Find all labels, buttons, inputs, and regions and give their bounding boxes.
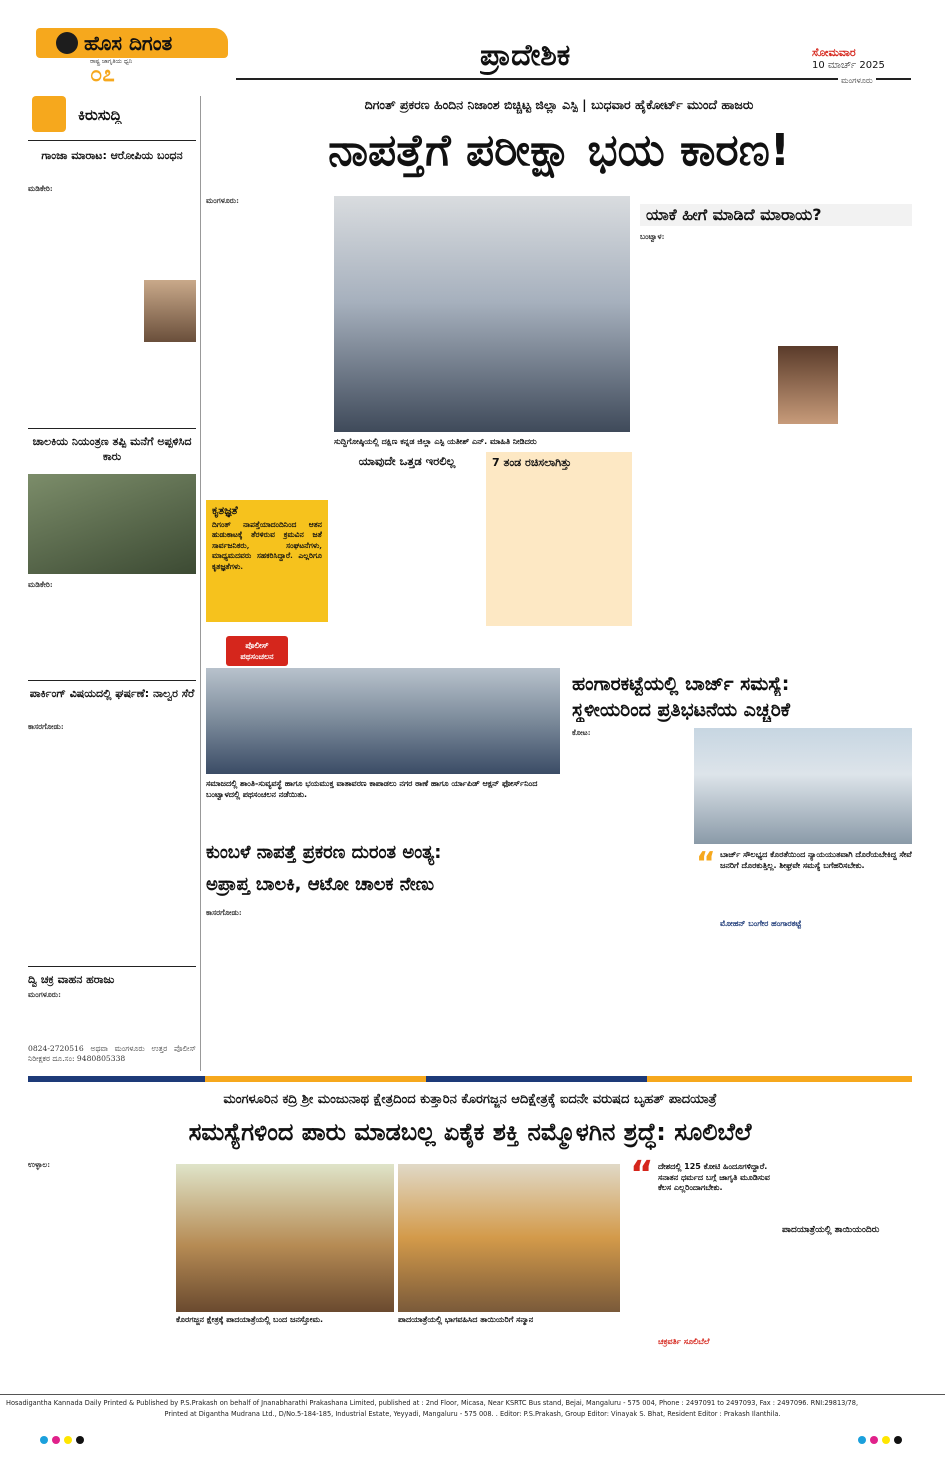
box1-text — [334, 470, 480, 626]
brief-dateline-1: ಮಡಿಕೇರಿ: — [28, 184, 53, 193]
yatra-col-8 — [782, 1240, 912, 1388]
kumble-col-3 — [450, 908, 566, 1070]
masthead — [0, 0, 945, 88]
box2-text — [492, 472, 626, 622]
barge-photo — [694, 728, 912, 844]
yatra-col-3 — [290, 1330, 398, 1388]
brief-phone: 0824-2720516 ಅಥವಾ ಮಂಗಳೂರು ಉತ್ತರ ಪೊಲೀಸ್ ನಿರೀಕ್ಷಕರ ದೂ.ಸಂ: 9480805338 — [28, 1044, 196, 1064]
color-dot-black — [76, 1436, 84, 1444]
yatra-col-6 — [630, 1354, 776, 1388]
divider — [28, 966, 196, 967]
barge-dateline: ಕೋಟ: — [572, 728, 591, 737]
yatra-photo-2 — [398, 1164, 620, 1312]
lead-col-1 — [206, 196, 326, 496]
barge-headline-1: ಹಂಗಾರಕಟ್ಟೆಯಲ್ಲಿ ಬಾರ್ಜ್ ಸಮಸ್ಯೆ: — [572, 673, 790, 695]
footer-rule — [0, 1394, 945, 1395]
date-label: 10 ಮಾರ್ಚ್ 2025 — [812, 60, 885, 71]
barge-quote: ಬಾರ್ಜ್ ಸೌಲಭ್ಯದ ಕೊರತೆಯಿಂದ ನ್ಯಾಯಯುತವಾಗಿ ದೊರೆಯಬೇಕಿದ್ದ ಸೇವೆ ಜನರಿಗೆ ದೊರಕುತ್ತಿಲ್ಲ. ಶೀಘ್ರವೇ ಸಮಸ್ಯೆ ಬಗೆಹರಿಸಬೇಕು. — [720, 850, 912, 870]
box2-title: 7 ತಂಡ ರಚಿಸಲಾಗಿತ್ತು — [492, 456, 572, 469]
masthead-logo: ಹೊಸ ದಿಗಂತ — [84, 31, 173, 55]
side-col-2 — [778, 232, 912, 342]
color-dot-cyan — [40, 1436, 48, 1444]
page-number: ೦೭ — [90, 62, 115, 87]
quote-icon: “ — [630, 1154, 654, 1195]
section-title: ಪ್ರಾದೇಶಿಕ — [480, 38, 571, 73]
brief-title-4: ದ್ವಿ ಚಕ್ರ ವಾಹನ ಹರಾಜು — [28, 973, 115, 986]
yatra-dateline: ಉಳ್ಳಾಲ: — [28, 1160, 51, 1169]
yatra-kicker: ಮಂಗಳೂರಿನ ಕದ್ರಿ ಶ್ರೀ ಮಂಜುನಾಥ ಕ್ಷೇತ್ರದಿಂದ ಕುತ್ತಾರಿನ ಕೊರಗಜ್ಜನ ಆದಿಕ್ಷೇತ್ರಕ್ಕೆ ಐದನೇ ವರುಷದ ಬೃಹತ್ ಪಾದಯಾತ್ರೆ — [223, 1092, 717, 1107]
column-divider — [200, 96, 201, 1071]
quote-icon: “ — [696, 846, 716, 881]
side-headline: ಯಾಕೆ ಹೀಗೆ ಮಾಡಿದೆ ಮಾರಾಯ? — [640, 204, 912, 226]
color-dot-black — [894, 1436, 902, 1444]
color-dot-magenta — [52, 1436, 60, 1444]
lead-headline: ನಾಪತ್ತೆಗೆ ಪರೀಕ್ಷಾ ಭಯ ಕಾರಣ! — [328, 125, 790, 176]
divider — [28, 140, 196, 141]
brief-text-3 — [28, 722, 196, 958]
lead-kicker: ದಿಗಂತ್ ಪ್ರಕರಣ ಹಿಂದಿನ ನಿಜಾಂಶ ಬಿಚ್ಚಿಟ್ಟ ಜಿಲ್ಲಾ ಎಸ್ಪಿ | ಬುಧವಾರ ಹೈಕೋರ್ಟ್ ಮುಂದೆ ಹಾಜರು — [364, 97, 754, 112]
brief-dateline-2: ಮಡಿಕೇರಿ: — [28, 580, 53, 589]
kumble-dateline: ಕಾಸರಗೋಡು: — [206, 908, 242, 917]
yatra-photo-1 — [176, 1164, 394, 1312]
color-dot-magenta — [870, 1436, 878, 1444]
yatra-quote-by: ಚಕ್ರವರ್ತಿ ಸೂಲಿಬೆಲೆ — [658, 1337, 710, 1346]
divider — [28, 428, 196, 429]
footer-line-1: Hosadigantha Kannada Daily Printed & Published by P.S.Prakash on behalf of Jnanabharathi Prakashana Limited, published at : 2nd Floor, Micasa, Near KSRTC Bus stand, Bejai, Mangaluru - 575 004, Phone : 2497091 to 2497093, Fax : 2497096. RNI:29813/78, — [6, 1399, 859, 1407]
brief-text-4 — [28, 990, 196, 1040]
divider — [28, 680, 196, 681]
color-dot-yellow — [64, 1436, 72, 1444]
yatra-sub-title: ಪಾದಯಾತ್ರೆಯಲ್ಲಿ ತಾಯಿಯಂದಿರು — [782, 1225, 880, 1235]
footer-line-2: Printed at Digantha Mudrana Ltd., D/No.5-184-185, Industrial Estate, Yeyyadi, Mangaluru - 575 008. . Editor: P.S.Prakash, Group Editor: Vinayak S. Bhat, Resident Editor : Prakash Ilanthila. — [164, 1410, 781, 1418]
yatra-col-1 — [28, 1160, 168, 1388]
lamp-icon — [56, 32, 78, 54]
yatra-col-7 — [782, 1160, 912, 1220]
brief-dateline-3: ಕಾಸರಗೋಡು: — [28, 722, 64, 731]
yatra-col-2 — [176, 1330, 284, 1388]
lead-continued — [334, 630, 912, 666]
brief-text-2 — [28, 580, 196, 676]
color-dot-cyan — [858, 1436, 866, 1444]
patrol-photo — [206, 668, 560, 774]
side-col-1 — [640, 232, 772, 626]
brief-dateline-4: ಮಂಗಳೂರು: — [28, 990, 61, 999]
barge-col-3 — [694, 936, 912, 1070]
barge-headline-2: ಸ್ಥಳೀಯರಿಂದ ಪ್ರತಿಭಟನೆಯ ಎಚ್ಚರಿಕೆ — [572, 699, 791, 721]
masthead-tagline: ರಾಷ್ಟ್ರ ಜಾಗೃತಿಯ ಧ್ವನಿ — [90, 58, 133, 65]
kumble-headline-2: ಅಪ್ರಾಪ್ತ ಬಾಲಕಿ, ಆಟೋ ಚಾಲಕ ನೇಣು — [206, 874, 435, 895]
side-col-3 — [778, 428, 912, 626]
kumble-col-1 — [206, 908, 322, 1070]
box1-title: ಯಾವುದೇ ಒತ್ತಡ ಇರಲಿಲ್ಲ — [358, 454, 456, 468]
kumble-headline-1: ಕುಂಬಳೆ ನಾಪತ್ತೆ ಪ್ರಕರಣ ದುರಂತ ಅಂತ್ಯ: — [206, 842, 442, 863]
patrol-tag-text: ಪೊಲೀಸ್ ಪಥಸಂಚಲನ — [240, 641, 274, 661]
brief-photo-1 — [144, 280, 196, 342]
yatra-caption-1: ಕೊರಗಜ್ಜನ ಕ್ಷೇತ್ರಕ್ಕೆ ಪಾದಯಾತ್ರೆಯಲ್ಲಿ ಬಂದ ಜನಸ್ತೋಮ. — [176, 1315, 324, 1324]
brief-photo-2 — [28, 474, 196, 574]
brief-column — [28, 92, 196, 1077]
yatra-headline: ಸಮಸ್ಯೆಗಳಿಂದ ಪಾರು ಮಾಡಬಲ್ಲ ಏಕೈಕ ಶಕ್ತಿ ನಮ್ಮೊಳಗಿನ ಶ್ರದ್ಧೆ: ಸೂಲಿಬೆಲೆ — [188, 1118, 752, 1146]
thanks-title: ಕೃತಜ್ಞತೆ — [212, 504, 238, 517]
yatra-col-4 — [404, 1330, 512, 1388]
brief-title-3: ಪಾರ್ಕಿಂಗ್ ವಿಷಯದಲ್ಲಿ ಘರ್ಷಣೆ: ನಾಲ್ವರ ಸೆರೆ — [29, 687, 195, 700]
barge-quote-by: ಮೋಹನ್ ಬಂಗೇರ ಹಂಗಾರಕಟ್ಟೆ — [720, 919, 802, 928]
thanks-text: ದಿಗಂತ್ ನಾಪತ್ತೆಯಾದಂದಿನಿಂದ ಆತನ ಹುಡುಕಾಟಕ್ಕೆ ತೆರಳಿರುವ ಕ್ರಮವಿನ ಜತೆ ಸಾರ್ವಜನಿಕರು, ಸಂಘಟನೆಗಳು, ಮಾಧ್ಯಮದವರು ಸಹಕರಿಸಿದ್ದಾರೆ. ಎಲ್ಲರಿಗೂ ಕೃತಜ್ಞತೆಗಳು. — [212, 520, 322, 571]
side-dateline: ಬಂಟ್ವಾಳ: — [640, 232, 665, 241]
masthead-rule — [236, 78, 911, 80]
thanks-box — [206, 500, 328, 622]
section-band — [28, 1076, 912, 1082]
brief-header — [28, 96, 196, 136]
box2 — [486, 452, 632, 626]
color-dot-yellow — [882, 1436, 890, 1444]
registration-dots — [0, 1434, 945, 1448]
brief-title-2: ಚಾಲಕಿಯ ನಿಯಂತ್ರಣ ತಪ್ಪಿ ಮನೆಗೆ ಅಪ್ಪಳಿಸಿದ ಕಾರು — [32, 435, 192, 463]
lead-photo-caption: ಸುದ್ದಿಗೋಷ್ಠಿಯಲ್ಲಿ ದಕ್ಷಿಣ ಕನ್ನಡ ಜಿಲ್ಲಾ ಎಸ್ಪಿ ಯತೀಶ್ ಎನ್. ಮಾಹಿತಿ ನೀಡಿದರು — [334, 437, 537, 446]
finger-icon — [32, 96, 66, 132]
yatra-quote: ದೇಶದಲ್ಲಿ 125 ಕೋಟಿ ಹಿಂದೂಗಳಿದ್ದಾರೆ. ಸನಾತನ ಧರ್ಮದ ಬಗ್ಗೆ ಜಾಗೃತಿ ಮೂಡಿಸುವ ಕೆಲಸ ಎಲ್ಲರಿಂದಾಗಬೇಕು. — [658, 1162, 770, 1192]
brief-text-1 — [28, 184, 196, 370]
yatra-col-5 — [518, 1330, 626, 1388]
kumble-col-2 — [328, 908, 444, 1070]
side-photo — [778, 346, 838, 424]
barge-col-2 — [572, 960, 688, 1070]
day-label: ಸೋಮವಾರ — [812, 46, 856, 59]
barge-col-1 — [572, 728, 688, 958]
lead-photo — [334, 196, 630, 432]
patrol-tag — [226, 636, 288, 666]
brief-title-1: ಗಾಂಜಾ ಮಾರಾಟ: ಆರೋಪಿಯ ಬಂಧನ — [41, 149, 183, 162]
city-label: ಮಂಗಳೂರು — [838, 76, 876, 86]
patrol-caption: ಸಮಾಜದಲ್ಲಿ ಶಾಂತಿ-ಸುವ್ಯವಸ್ಥೆ ಹಾಗೂ ಭಯಮುಕ್ತ ವಾತಾವರಣ ಕಾಪಾಡಲು ನಗರ ಠಾಣೆ ಹಾಗೂ ರ್ಯಾಪಿಡ್ ಆಕ್ಷನ್ ಫೋರ್ಸ್‌ನಿಂದ ಬಂಟ್ವಾಳದಲ್ಲಿ ಪಥಸಂಚಲನ ನಡೆಯಿತು. — [206, 779, 538, 799]
yatra-caption-2: ಪಾದಯಾತ್ರೆಯಲ್ಲಿ ಭಾಗವಹಿಸಿದ ತಾಯಿಯರಿಗೆ ಸನ್ಮಾನ — [398, 1315, 534, 1324]
brief-label: ಕಿರುಸುದ್ದಿ — [78, 106, 122, 124]
lead-dateline: ಮಂಗಳೂರು: — [206, 196, 239, 205]
